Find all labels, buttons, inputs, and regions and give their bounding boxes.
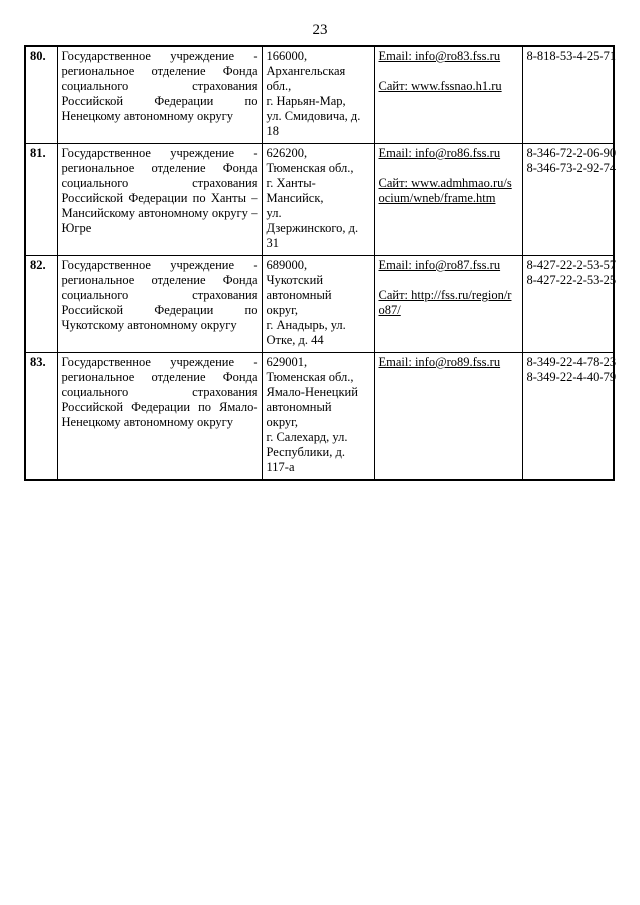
organization-name: Государственное учреждение - региональное отделение Фонда социального страхования Российской Федерации по Ханты – Мансийскому автономному округу – Югре (57, 144, 262, 256)
phone-numbers (522, 46, 617, 144)
website-link[interactable]: Сайт: http://fss.ru/region/ro87/ (378, 288, 512, 317)
table-row (25, 144, 614, 256)
contacts-table (24, 45, 615, 481)
email-link[interactable]: Email: info@ro86.fss.ru (378, 146, 501, 160)
phone-numbers (522, 353, 617, 481)
phone-number: 8-349-22-4-40-79 (526, 370, 617, 384)
table-row (25, 353, 614, 481)
contact-links (374, 46, 522, 144)
phone-number: 8-346-72-2-06-90 (526, 146, 617, 160)
email-link[interactable]: Email: info@ro89.fss.ru (378, 355, 501, 369)
row-number: 83. (25, 353, 57, 481)
contact-links (374, 256, 522, 353)
row-number: 82. (25, 256, 57, 353)
email-link[interactable]: Email: info@ro83.fss.ru (378, 49, 501, 63)
phone-number: 8-427-22-2-53-25 (526, 273, 617, 287)
spacer (379, 273, 518, 288)
phone-numbers (522, 256, 617, 353)
phone-number: 8-346-73-2-92-74 (526, 161, 617, 175)
page-number: 23 (312, 22, 328, 38)
phone-number: 8-818-53-4-25-71 (526, 49, 617, 63)
postal-address: 626200, Тюменская обл., г. Ханты- Мансийск, ул. Дзержинского, д. 31 (262, 144, 374, 256)
spacer (379, 64, 518, 79)
row-number: 81. (25, 144, 57, 256)
phone-number: 8-427-22-2-53-57 (526, 258, 617, 272)
postal-address: 689000, Чукотский автономный округ, г. Анадырь, ул. Отке, д. 44 (262, 256, 374, 353)
phone-numbers (522, 144, 617, 256)
website-link[interactable]: Сайт: www.fssnao.h1.ru (378, 79, 502, 93)
postal-address: 166000, Архангельская обл., г. Нарьян-Мар, ул. Смидовича, д. 18 (262, 46, 374, 144)
organization-name: Государственное учреждение - региональное отделение Фонда социального страхования Российской Федерации по Чукотскому автономному округу (57, 256, 262, 353)
table-row (25, 256, 614, 353)
organization-name: Государственное учреждение - региональное отделение Фонда социального страхования Российской Федерации по Ненецкому автономному округу (57, 46, 262, 144)
spacer (379, 161, 518, 176)
phone-number: 8-349-22-4-78-23 (526, 355, 617, 369)
contact-links (374, 353, 522, 481)
email-link[interactable]: Email: info@ro87.fss.ru (378, 258, 501, 272)
organization-name: Государственное учреждение - региональное отделение Фонда социального страхования Российской Федерации по Ямало-Ненецкому автономному округу (57, 353, 262, 481)
row-number: 80. (25, 46, 57, 144)
postal-address: 629001, Тюменская обл., Ямало-Ненецкий автономный округ, г. Салехард, ул. Республики, д. 117-а (262, 353, 374, 481)
table-row (25, 46, 614, 144)
website-link[interactable]: Сайт: www.admhmao.ru/socium/wneb/frame.htm (378, 176, 512, 205)
contact-links (374, 144, 522, 256)
